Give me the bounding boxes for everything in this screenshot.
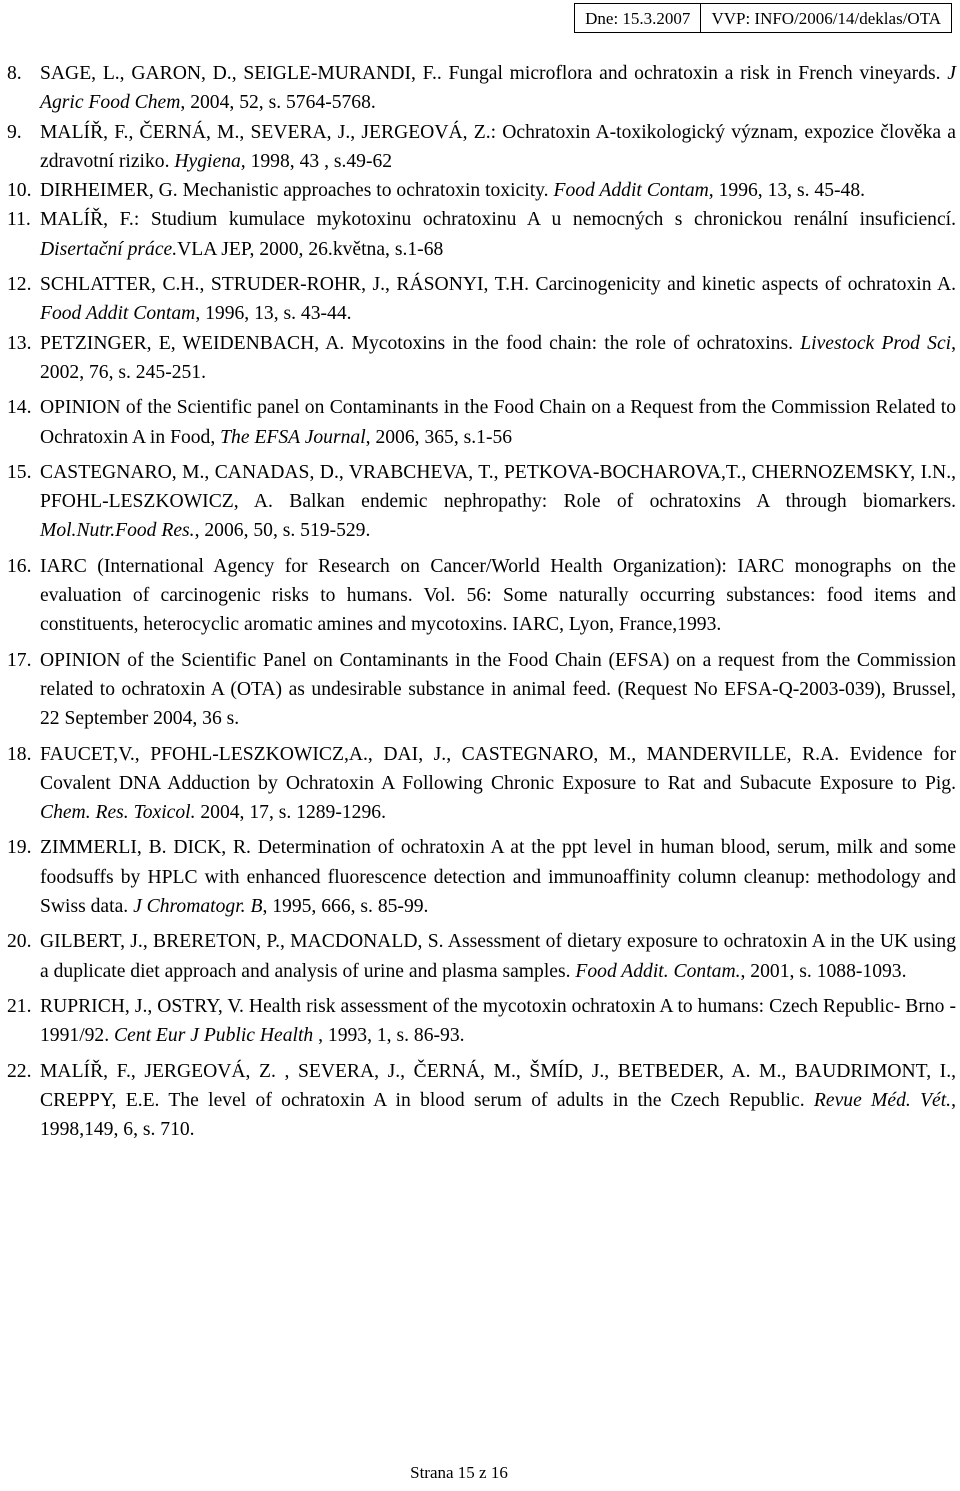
reference-text-segment: VLA JEP, 2000, 26.května, s.1-68 bbox=[177, 238, 444, 260]
reference-number: 14. bbox=[7, 397, 32, 419]
date-label: Dne: 15.3.2007 bbox=[585, 9, 691, 28]
page-number: Strana 15 z 16 bbox=[410, 1463, 508, 1482]
reference-text bbox=[40, 59, 956, 118]
reference-item bbox=[7, 1057, 956, 1145]
reference-text bbox=[40, 740, 956, 828]
reference-item bbox=[7, 118, 956, 177]
reference-text bbox=[40, 205, 956, 264]
reference-text-segment: OPINION of the Scientific Panel on Contaminants in the Food Chain (EFSA) on a request from the Commission related to ochratoxin A (OTA) as undesirable substance in animal feed. (Request No EFSA-Q-2003-039), Brussel, 22 September 2004, 36 s. bbox=[40, 649, 956, 730]
reference-text bbox=[40, 176, 956, 205]
reference-text-segment: MALÍŘ, F.: Studium kumulace mykotoxinu ochratoxinu A u nemocných s chronickou renální insuficiencí. bbox=[40, 209, 956, 231]
reference-text-segment: DIRHEIMER, G. Mechanistic approaches to ochratoxin toxicity. bbox=[40, 180, 554, 202]
reference-number: 21. bbox=[7, 995, 32, 1017]
reference-number: 15. bbox=[7, 461, 32, 483]
reference-source-italic: Chem. Res. Toxicol. bbox=[40, 802, 196, 824]
reference-text bbox=[40, 927, 956, 986]
reference-text bbox=[40, 458, 956, 546]
reference-text bbox=[40, 393, 956, 452]
reference-text bbox=[40, 1057, 956, 1145]
reference-text-segment: , 2006, 50, s. 519-529. bbox=[194, 520, 371, 542]
reference-text-segment: PETZINGER, E, WEIDENBACH, A. Mycotoxins in the food chain: the role of ochratoxins. bbox=[40, 332, 801, 354]
reference-item bbox=[7, 992, 956, 1051]
reference-text-segment: CASTEGNARO, M., CANADAS, D., VRABCHEVA, T., PETKOVA-BOCHAROVA,T., CHERNOZEMSKY, I.N., PFOHL-LESZKOWICZ, A. Balkan endemic nephropathy: Role of ochratoxins A through biomarkers. bbox=[40, 461, 956, 513]
document-header bbox=[574, 3, 952, 33]
reference-number: 12. bbox=[7, 274, 32, 296]
reference-text-segment: IARC (International Agency for Research on Cancer/World Health Organization): IARC monographs on the evaluation of carcinogenic risks to humans. Vol. 56: Some naturally occurring substances: food items and constituents, heterocyclic aromatic amines and mycotoxins. IARC, Lyon, France,1993. bbox=[40, 555, 956, 636]
reference-source-italic: J Chromatogr. B bbox=[133, 896, 263, 918]
reference-item bbox=[7, 393, 956, 452]
reference-text-segment: 1998, 43 , s.49-62 bbox=[245, 150, 393, 172]
reference-number: 9. bbox=[7, 121, 22, 143]
reference-text-segment: , 1996, 13, s. 43-44. bbox=[195, 303, 352, 325]
reference-text bbox=[40, 329, 956, 388]
reference-text-segment: MALÍŘ, F., ČERNÁ, M., SEVERA, J., JERGEOVÁ, Z.: Ochratoxin A-toxikologický význam, expozice člověka a zdravotní riziko. bbox=[40, 121, 956, 172]
reference-text-segment: ZIMMERLI, B. DICK, R. Determination of ochratoxin A at the ppt level in human blood, serum, milk and some foodsuffs by HPLC with enhanced fluorescence detection and immunoaffinity column cleanup: methodology and Swiss data. bbox=[40, 837, 956, 918]
reference-text-segment: , 2004, 52, s. 5764-5768. bbox=[180, 92, 376, 114]
reference-text-segment: FAUCET,V., PFOHL-LESZKOWICZ,A., DAI, J., CASTEGNARO, M., MANDERVILLE, R.A. Evidence for Covalent DNA Adduction by Ochratoxin A Following Chronic Exposure to Rat and Subacute Exposure to Pig. bbox=[40, 743, 956, 794]
reference-text-segment: 2004, 17, s. 1289-1296. bbox=[195, 802, 386, 824]
reference-text bbox=[40, 646, 956, 734]
reference-number: 17. bbox=[7, 649, 32, 671]
reference-number: 11. bbox=[7, 209, 31, 231]
reference-item bbox=[7, 552, 956, 640]
reference-source-italic: Disertační práce. bbox=[40, 238, 178, 260]
reference-text-segment: SAGE, L., GARON, D., SEIGLE-MURANDI, F.. Fungal microflora and ochratoxin a risk in French vineyards. bbox=[40, 63, 948, 84]
reference-source-italic: Food Addit Contam, bbox=[553, 180, 714, 202]
reference-source-italic: Cent Eur J Public Health bbox=[114, 1025, 314, 1047]
reference-text-segment: , 2001, s. 1088-1093. bbox=[740, 960, 907, 982]
reference-item bbox=[7, 205, 956, 264]
reference-source-italic: Food Addit Contam bbox=[40, 303, 196, 325]
reference-text-segment: , 1995, 666, s. 85-99. bbox=[262, 896, 429, 918]
reference-text bbox=[40, 992, 956, 1051]
reference-code-label: VVP: INFO/2006/14/deklas/OTA bbox=[700, 4, 951, 32]
reference-source-italic: Mol.Nutr.Food Res. bbox=[40, 520, 195, 542]
reference-number: 18. bbox=[7, 743, 32, 765]
reference-text-segment: , 1998,149, 6, s. 710. bbox=[40, 1089, 956, 1141]
reference-text bbox=[40, 270, 956, 329]
reference-number: 13. bbox=[7, 332, 32, 354]
reference-item bbox=[7, 59, 956, 118]
reference-item bbox=[7, 833, 956, 921]
reference-number: 8. bbox=[7, 63, 22, 84]
reference-source-italic: J Agric Food Chem bbox=[40, 63, 956, 114]
reference-number: 20. bbox=[7, 931, 32, 953]
reference-item bbox=[7, 176, 956, 205]
reference-number: 10. bbox=[7, 180, 32, 202]
reference-list bbox=[7, 59, 956, 1144]
reference-text bbox=[40, 552, 956, 640]
reference-text-segment: , 2006, 365, s.1-56 bbox=[365, 426, 513, 448]
reference-text-segment: MALÍŘ, F., JERGEOVÁ, Z. , SEVERA, J., ČERNÁ, M., ŠMÍD, J., BETBEDER, A. M., BAUDRIMONT, I., CREPPY, E.E. The level of ochratoxin A in blood serum of adults in the Czech Republic. bbox=[40, 1060, 956, 1111]
reference-source-italic: Revue Méd. Vét. bbox=[813, 1089, 952, 1111]
reference-item bbox=[7, 458, 956, 546]
reference-text-segment: RUPRICH, J., OSTRY, V. Health risk assessment of the mycotoxin ochratoxin A to humans: Czech Republic- Brno - 1991/92. bbox=[40, 995, 956, 1047]
reference-text-segment: , 2002, 76, s. 245-251. bbox=[40, 332, 956, 383]
reference-text-segment: GILBERT, J., BRERETON, P., MACDONALD, S. Assessment of dietary exposure to ochratoxin A in the UK using a duplicate diet approach and analysis of urine and plasma samples. bbox=[40, 931, 956, 982]
reference-item bbox=[7, 646, 956, 734]
reference-text-segment: 1996, 13, s. 45-48. bbox=[713, 180, 866, 202]
reference-number: 19. bbox=[7, 837, 32, 859]
reference-text bbox=[40, 118, 956, 177]
reference-item bbox=[7, 740, 956, 828]
reference-text-segment: , 1993, 1, s. 86-93. bbox=[313, 1025, 465, 1047]
reference-source-italic: Livestock Prod Sci bbox=[800, 332, 952, 354]
reference-number: 16. bbox=[7, 555, 32, 577]
reference-text-segment: OPINION of the Scientific panel on Contaminants in the Food Chain on a Request from the Commission Related to Ochratoxin A in Food, bbox=[40, 397, 956, 448]
reference-number: 22. bbox=[7, 1060, 32, 1082]
reference-text-segment: SCHLATTER, C.H., STRUDER-ROHR, J., RÁSONYI, T.H. Carcinogenicity and kinetic aspects of ochratoxin A. bbox=[40, 274, 956, 296]
reference-text bbox=[40, 833, 956, 921]
reference-source-italic: Food Addit. Contam. bbox=[575, 960, 741, 982]
reference-item bbox=[7, 927, 956, 986]
reference-source-italic: Hygiena, bbox=[174, 150, 246, 172]
reference-item bbox=[7, 329, 956, 388]
reference-source-italic: The EFSA Journal bbox=[220, 426, 366, 448]
reference-item bbox=[7, 270, 956, 329]
